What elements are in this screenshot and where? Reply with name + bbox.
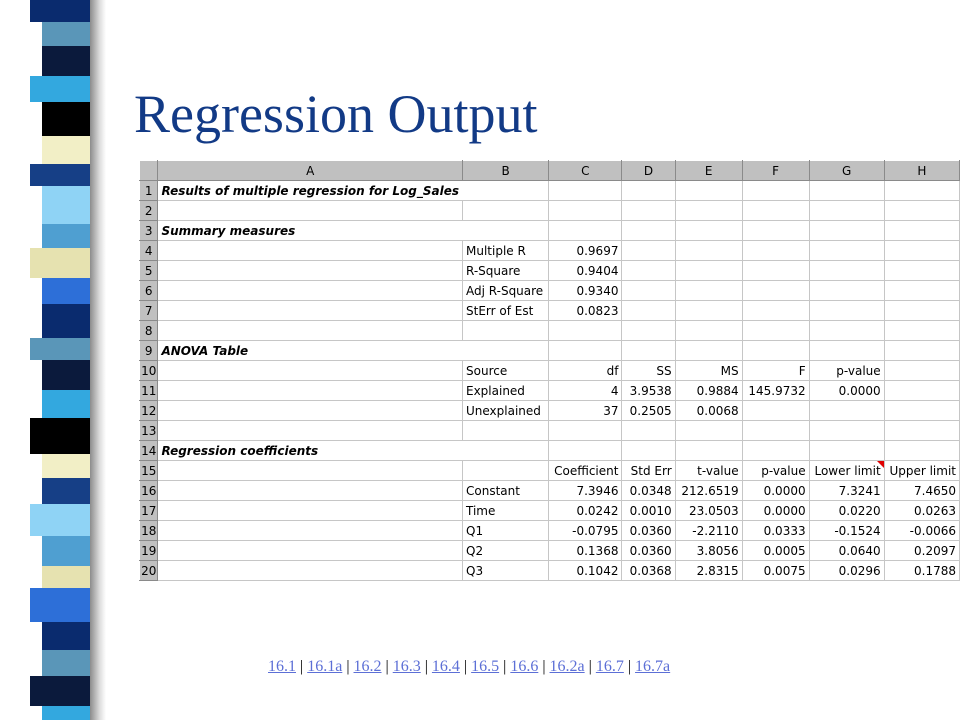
sheet-cell[interactable] — [158, 561, 463, 581]
column-header-f[interactable]: F — [742, 161, 809, 181]
stripe-segment — [30, 338, 90, 360]
sheet-cell[interactable]: 0.0075 — [742, 561, 809, 581]
stripe-segment — [42, 304, 90, 338]
footer-link[interactable]: 16.2 — [353, 658, 382, 675]
sheet-cell[interactable]: Q1 — [463, 521, 549, 541]
sheet-cell[interactable] — [884, 341, 959, 361]
sheet-cell[interactable] — [158, 381, 463, 401]
footer-link[interactable]: 16.5 — [471, 658, 500, 675]
sheet-cell[interactable] — [158, 461, 463, 481]
sheet-cell[interactable] — [809, 341, 884, 361]
stripe-segment — [30, 676, 90, 706]
sheet-cell[interactable]: Std Err — [622, 461, 675, 481]
sheet-cell[interactable] — [675, 301, 742, 321]
stripe-segment — [42, 224, 90, 248]
sheet-cell[interactable]: 2.8315 — [675, 561, 742, 581]
sheet-cell[interactable] — [622, 201, 675, 221]
sheet-cell[interactable] — [675, 261, 742, 281]
row-header[interactable]: 4 — [140, 241, 158, 261]
column-header-e[interactable]: E — [675, 161, 742, 181]
sheet-cell[interactable] — [742, 201, 809, 221]
sheet-cell[interactable]: Time — [463, 501, 549, 521]
sheet-cell[interactable] — [675, 281, 742, 301]
sheet-row — [140, 561, 960, 581]
sheet-cell[interactable]: Q3 — [463, 561, 549, 581]
sheet-row — [140, 341, 960, 361]
column-header-d[interactable]: D — [622, 161, 675, 181]
sheet-cell[interactable]: 3.8056 — [675, 541, 742, 561]
sheet-cell[interactable]: 0.0640 — [809, 541, 884, 561]
sheet-cell[interactable]: MS — [675, 361, 742, 381]
sheet-cell[interactable] — [158, 201, 463, 221]
sheet-cell[interactable] — [158, 261, 463, 281]
link-separator: | — [296, 658, 308, 675]
section-heading-cell[interactable]: Summary measures — [158, 221, 463, 241]
footer-link[interactable]: 16.4 — [431, 658, 460, 675]
sheet-cell[interactable] — [622, 181, 675, 201]
sheet-cell[interactable]: Explained — [463, 381, 549, 401]
stripe-segment — [42, 278, 90, 304]
sheet-cell[interactable]: Adj R-Square — [463, 281, 549, 301]
sheet-cell[interactable]: 0.0000 — [742, 481, 809, 501]
footer-link[interactable]: 16.3 — [392, 658, 421, 675]
sheet-cell[interactable] — [742, 261, 809, 281]
section-heading-cell[interactable]: ANOVA Table — [158, 341, 463, 361]
link-separator: | — [459, 658, 472, 675]
row-header[interactable]: 12 — [140, 401, 158, 421]
sheet-cell[interactable]: 7.3946 — [549, 481, 622, 501]
sheet-cell[interactable]: 0.1368 — [549, 541, 622, 561]
row-header[interactable]: 16 — [140, 481, 158, 501]
sheet-cell[interactable] — [675, 441, 742, 461]
sheet-cell[interactable]: -0.0066 — [884, 521, 959, 541]
stripe-segment — [30, 588, 90, 622]
row-header[interactable]: 5 — [140, 261, 158, 281]
sheet-cell[interactable] — [742, 241, 809, 261]
sheet-cell[interactable]: 0.0010 — [622, 501, 675, 521]
stripe-segment — [42, 390, 90, 418]
row-header[interactable]: 8 — [140, 321, 158, 341]
sheet-row — [140, 381, 960, 401]
sheet-cell[interactable] — [463, 221, 549, 241]
stripe-segment — [42, 46, 90, 76]
sheet-cell[interactable] — [158, 321, 463, 341]
stripe-segment — [42, 186, 90, 224]
select-all-corner[interactable] — [140, 161, 158, 181]
footer-link[interactable]: 16.6 — [510, 658, 539, 675]
sheet-cell[interactable]: 0.1042 — [549, 561, 622, 581]
sheet-cell[interactable]: 0.9697 — [549, 241, 622, 261]
sheet-cell[interactable]: 3.9538 — [622, 381, 675, 401]
row-header[interactable]: 18 — [140, 521, 158, 541]
sheet-cell[interactable] — [884, 241, 959, 261]
sheet-cell[interactable]: 0.1788 — [884, 561, 959, 581]
stripe-segment — [42, 478, 90, 504]
stripe-segment — [42, 102, 90, 136]
sheet-cell[interactable] — [622, 221, 675, 241]
sheet-cell[interactable] — [463, 321, 549, 341]
sheet-cell[interactable]: Q2 — [463, 541, 549, 561]
sheet-cell[interactable] — [622, 441, 675, 461]
sheet-cell[interactable] — [158, 521, 463, 541]
sheet-cell[interactable] — [884, 421, 959, 441]
sheet-cell[interactable] — [809, 321, 884, 341]
row-header[interactable]: 9 — [140, 341, 158, 361]
stripe-segment — [30, 504, 90, 536]
sheet-cell[interactable] — [549, 441, 622, 461]
sheet-cell[interactable]: 212.6519 — [675, 481, 742, 501]
sheet-cell[interactable] — [158, 361, 463, 381]
sheet-cell[interactable]: Unexplained — [463, 401, 549, 421]
sheet-cell[interactable] — [742, 421, 809, 441]
sheet-cell[interactable]: SS — [622, 361, 675, 381]
stripe-segment — [30, 0, 90, 22]
sheet-cell[interactable]: 0.0360 — [622, 541, 675, 561]
sheet-cell[interactable]: df — [549, 361, 622, 381]
sheet-cell[interactable]: 7.4650 — [884, 481, 959, 501]
sheet-cell[interactable]: 0.9884 — [675, 381, 742, 401]
sheet-cell[interactable] — [809, 181, 884, 201]
sheet-cell[interactable] — [675, 201, 742, 221]
sheet-row — [140, 461, 960, 481]
column-header-g[interactable]: G — [809, 161, 884, 181]
stripe-segment — [42, 360, 90, 390]
stripe-segment — [30, 76, 90, 102]
link-separator: | — [420, 658, 432, 675]
row-header[interactable]: 1 — [140, 181, 158, 201]
sheet-cell[interactable] — [158, 301, 463, 321]
sheet-row — [140, 181, 960, 201]
stripe-shadow — [90, 0, 106, 720]
sheet-cell[interactable] — [742, 341, 809, 361]
footer-links — [268, 658, 670, 676]
sheet-row — [140, 501, 960, 521]
sheet-cell[interactable] — [742, 221, 809, 241]
sheet-cell[interactable]: 0.2097 — [884, 541, 959, 561]
sheet-cell[interactable] — [809, 401, 884, 421]
stripe-segment — [42, 650, 90, 676]
sheet-row — [140, 301, 960, 321]
row-header[interactable]: 14 — [140, 441, 158, 461]
spreadsheet-grid — [139, 160, 960, 581]
sheet-row — [140, 281, 960, 301]
row-header[interactable]: 19 — [140, 541, 158, 561]
sheet-cell[interactable]: 0.2505 — [622, 401, 675, 421]
sheet-cell[interactable]: 0.0242 — [549, 501, 622, 521]
sheet-cell[interactable] — [809, 281, 884, 301]
sheet-row — [140, 401, 960, 421]
sheet-cell[interactable] — [809, 221, 884, 241]
column-header-row — [140, 161, 960, 181]
sheet-cell[interactable] — [158, 481, 463, 501]
sheet-cell[interactable]: Coefficient — [549, 461, 622, 481]
sheet-cell[interactable]: 0.0000 — [809, 381, 884, 401]
sheet-cell[interactable] — [622, 341, 675, 361]
sheet-cell[interactable]: 0.0368 — [622, 561, 675, 581]
sheet-cell[interactable] — [549, 321, 622, 341]
row-header[interactable]: 15 — [140, 461, 158, 481]
sheet-cell[interactable]: Upper limit — [884, 461, 959, 481]
sheet-cell[interactable] — [463, 341, 549, 361]
sheet-row — [140, 261, 960, 281]
sheet-cell[interactable] — [622, 241, 675, 261]
column-header-a[interactable]: A — [158, 161, 463, 181]
sheet-cell[interactable]: 0.0333 — [742, 521, 809, 541]
sheet-cell[interactable] — [809, 421, 884, 441]
stripe-segment — [42, 454, 90, 478]
sheet-cell[interactable]: -0.1524 — [809, 521, 884, 541]
row-header[interactable]: 13 — [140, 421, 158, 441]
sheet-cell[interactable]: 0.0263 — [884, 501, 959, 521]
sheet-cell[interactable] — [549, 341, 622, 361]
sheet-cell[interactable]: StErr of Est — [463, 301, 549, 321]
sheet-cell[interactable] — [884, 361, 959, 381]
stripe-segment — [42, 22, 90, 46]
row-header[interactable]: 10 — [140, 361, 158, 381]
stripe-segment — [42, 136, 90, 164]
slide-title: Regression Output — [134, 84, 538, 144]
sheet-cell[interactable] — [549, 201, 622, 221]
sheet-cell[interactable]: p-value — [809, 361, 884, 381]
sheet-row — [140, 421, 960, 441]
sheet-cell[interactable] — [463, 461, 549, 481]
stripe-margin — [0, 0, 32, 720]
sheet-cell[interactable] — [884, 301, 959, 321]
sheet-cell[interactable]: 145.9732 — [742, 381, 809, 401]
sheet-cell[interactable] — [158, 241, 463, 261]
sheet-cell[interactable]: 0.0296 — [809, 561, 884, 581]
sheet-cell[interactable] — [884, 201, 959, 221]
sheet-cell[interactable]: -0.0795 — [549, 521, 622, 541]
section-heading-cell[interactable]: Regression coefficients — [158, 441, 463, 461]
sheet-cell[interactable] — [158, 501, 463, 521]
sheet-cell[interactable] — [622, 321, 675, 341]
stripe-segment — [42, 706, 90, 720]
link-separator: | — [584, 658, 596, 675]
sheet-cell[interactable] — [158, 541, 463, 561]
sheet-cell[interactable] — [463, 441, 549, 461]
sheet-cell[interactable] — [884, 441, 959, 461]
sheet-cell[interactable] — [809, 241, 884, 261]
column-header-h[interactable]: H — [884, 161, 959, 181]
sheet-cell[interactable] — [884, 261, 959, 281]
column-header-c[interactable]: C — [549, 161, 622, 181]
sheet-cell[interactable]: Source — [463, 361, 549, 381]
sheet-row — [140, 441, 960, 461]
sheet-cell[interactable] — [675, 341, 742, 361]
sheet-row — [140, 521, 960, 541]
sheet-cell[interactable] — [463, 421, 549, 441]
row-header[interactable]: 2 — [140, 201, 158, 221]
link-separator: | — [342, 658, 354, 675]
sheet-cell[interactable] — [742, 441, 809, 461]
sheet-cell[interactable] — [809, 441, 884, 461]
sheet-cell[interactable] — [742, 401, 809, 421]
sheet-cell[interactable]: Constant — [463, 481, 549, 501]
sheet-row — [140, 201, 960, 221]
footer-link[interactable]: 16.7 — [595, 658, 624, 675]
sheet-cell[interactable] — [884, 221, 959, 241]
row-header[interactable]: 20 — [140, 561, 158, 581]
stripe-segment — [30, 418, 90, 454]
row-header[interactable]: 3 — [140, 221, 158, 241]
decorative-stripe-bar — [0, 0, 90, 720]
sheet-cell[interactable] — [884, 181, 959, 201]
sheet-cell[interactable]: 0.9404 — [549, 261, 622, 281]
sheet-cell[interactable] — [884, 401, 959, 421]
sheet-cell[interactable] — [158, 421, 463, 441]
sheet-cell[interactable]: -2.2110 — [675, 521, 742, 541]
sheet-cell[interactable] — [158, 281, 463, 301]
sheet-cell[interactable]: Lower limit — [809, 461, 884, 481]
link-separator: | — [499, 658, 511, 675]
row-header[interactable]: 7 — [140, 301, 158, 321]
sheet-cell[interactable] — [809, 201, 884, 221]
sheet-cell[interactable]: 0.0000 — [742, 501, 809, 521]
sheet-cell[interactable] — [622, 301, 675, 321]
stripe-segment — [30, 164, 90, 186]
sheet-cell[interactable] — [675, 181, 742, 201]
sheet-cell[interactable]: 37 — [549, 401, 622, 421]
sheet-cell[interactable] — [884, 381, 959, 401]
sheet-cell[interactable] — [742, 321, 809, 341]
sheet-cell[interactable]: R-Square — [463, 261, 549, 281]
row-header[interactable]: 11 — [140, 381, 158, 401]
sheet-cell[interactable]: 23.0503 — [675, 501, 742, 521]
sheet-cell[interactable] — [742, 281, 809, 301]
sheet-cell[interactable] — [809, 301, 884, 321]
sheet-cell[interactable] — [622, 421, 675, 441]
sheet-row — [140, 221, 960, 241]
link-separator: | — [381, 658, 393, 675]
stripe-segment — [42, 536, 90, 566]
link-separator: | — [623, 658, 636, 675]
sheet-row — [140, 241, 960, 261]
sheet-cell[interactable] — [809, 261, 884, 281]
sheet-cell[interactable]: Multiple R — [463, 241, 549, 261]
sheet-cell[interactable]: 0.0068 — [675, 401, 742, 421]
sheet-cell[interactable]: 7.3241 — [809, 481, 884, 501]
sheet-cell[interactable]: 0.0360 — [622, 521, 675, 541]
sheet-cell[interactable]: p-value — [742, 461, 809, 481]
sheet-cell[interactable] — [158, 401, 463, 421]
sheet-cell[interactable]: 0.0005 — [742, 541, 809, 561]
sheet-cell[interactable] — [675, 221, 742, 241]
sheet-cell[interactable]: 0.0220 — [809, 501, 884, 521]
sheet-cell[interactable] — [742, 181, 809, 201]
stripe-segment — [42, 622, 90, 650]
sheet-cell[interactable] — [675, 421, 742, 441]
sheet-cell[interactable] — [884, 321, 959, 341]
sheet-row — [140, 321, 960, 341]
column-header-b[interactable]: B — [463, 161, 549, 181]
link-separator: | — [538, 658, 550, 675]
sheet-cell[interactable]: 0.0823 — [549, 301, 622, 321]
sheet-cell[interactable] — [549, 181, 622, 201]
footer-link[interactable]: 16.1 — [268, 658, 296, 675]
footer-link[interactable]: 16.1a — [307, 658, 343, 675]
sheet-cell[interactable]: 0.9340 — [549, 281, 622, 301]
sheet-cell[interactable] — [622, 281, 675, 301]
sheet-cell[interactable]: F — [742, 361, 809, 381]
sheet-cell[interactable] — [884, 281, 959, 301]
sheet-cell[interactable]: 0.0348 — [622, 481, 675, 501]
row-header[interactable]: 17 — [140, 501, 158, 521]
stripe-segment — [30, 248, 90, 278]
sheet-cell[interactable]: 4 — [549, 381, 622, 401]
sheet-cell[interactable] — [549, 221, 622, 241]
stripe-segment — [42, 566, 90, 588]
sheet-cell[interactable] — [742, 301, 809, 321]
sheet-row — [140, 541, 960, 561]
sheet-cell[interactable] — [463, 181, 549, 201]
sheet-cell[interactable]: t-value — [675, 461, 742, 481]
sheet-cell[interactable] — [549, 421, 622, 441]
row-header[interactable]: 6 — [140, 281, 158, 301]
sheet-cell[interactable] — [463, 201, 549, 221]
sheet-cell[interactable] — [675, 241, 742, 261]
sheet-row — [140, 481, 960, 501]
sheet-cell[interactable] — [675, 321, 742, 341]
footer-link[interactable]: 16.2a — [549, 658, 585, 675]
sheet-row — [140, 361, 960, 381]
footer-link[interactable]: 16.7a — [635, 658, 671, 675]
section-heading-cell[interactable]: Results of multiple regression for Log_Sales — [158, 181, 463, 201]
sheet-cell[interactable] — [622, 261, 675, 281]
